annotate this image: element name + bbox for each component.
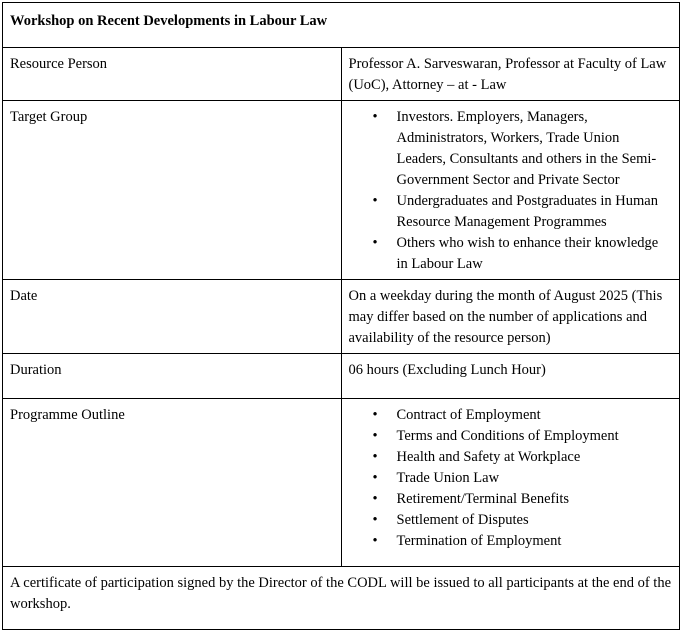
date-label: Date (3, 280, 342, 354)
programme-outline-row (3, 399, 680, 567)
target-group-cell (341, 101, 680, 280)
resource-person-label: Resource Person (3, 48, 342, 101)
workshop-info-table (2, 2, 680, 630)
title-row (3, 3, 680, 48)
list-item: • Termination of Employment (397, 531, 673, 552)
workshop-title: Workshop on Recent Developments in Labour Law (3, 3, 680, 48)
list-item: • Retirement/Terminal Benefits (397, 489, 673, 510)
programme-outline-list (349, 405, 673, 552)
duration-row (3, 354, 680, 399)
resource-person-value: Professor A. Sarveswaran, Professor at Faculty of Law (UoC), Attorney – at - Law (341, 48, 680, 101)
certificate-note: A certificate of participation signed by the Director of the CODL will be issued to all participants at the end of the workshop. (3, 567, 680, 630)
programme-outline-label: Programme Outline (3, 399, 342, 567)
date-value: On a weekday during the month of August 2025 (This may differ based on the number of applications and availability of the resource person) (341, 280, 680, 354)
list-item: • Trade Union Law (397, 468, 673, 489)
duration-value: 06 hours (Excluding Lunch Hour) (341, 354, 680, 399)
footer-row (3, 567, 680, 630)
programme-outline-cell (341, 399, 680, 567)
list-item: • Contract of Employment (397, 405, 673, 426)
target-group-label: Target Group (3, 101, 342, 280)
target-group-list (349, 107, 673, 275)
target-group-row (3, 101, 680, 280)
duration-label: Duration (3, 354, 342, 399)
list-item: • Others who wish to enhance their knowledge in Labour Law (397, 233, 673, 275)
list-item: • Undergraduates and Postgraduates in Human Resource Management Programmes (397, 191, 673, 233)
date-row (3, 280, 680, 354)
list-item: • Investors. Employers, Managers, Administrators, Workers, Trade Union Leaders, Consultants and others in the Semi-Government Sector and Private Sector (397, 107, 673, 191)
list-item: • Settlement of Disputes (397, 510, 673, 531)
resource-person-row (3, 48, 680, 101)
list-item: • Terms and Conditions of Employment (397, 426, 673, 447)
list-item: • Health and Safety at Workplace (397, 447, 673, 468)
